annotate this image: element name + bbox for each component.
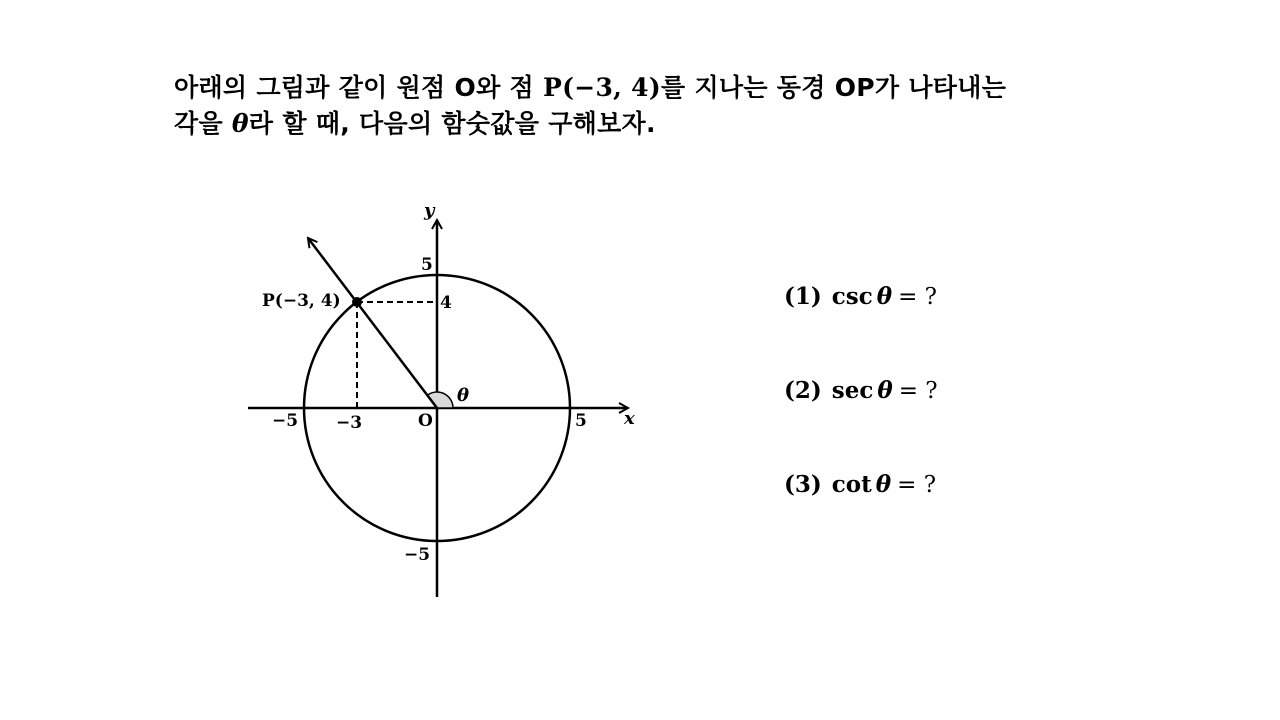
question-3 bbox=[784, 471, 936, 498]
question-number: (1) bbox=[784, 283, 822, 310]
x-axis-label: x bbox=[624, 408, 635, 429]
problem-text-2a: 각을 bbox=[174, 109, 232, 138]
question-rest: = ? bbox=[897, 472, 937, 498]
question-rest: = ? bbox=[898, 284, 938, 310]
theta-symbol: θ bbox=[875, 471, 892, 498]
point-p bbox=[352, 297, 362, 307]
question-function: sec bbox=[831, 377, 874, 404]
question-2 bbox=[784, 377, 938, 404]
origin-label: O bbox=[418, 411, 433, 431]
theta-symbol: θ bbox=[876, 283, 893, 310]
question-1 bbox=[784, 283, 937, 310]
theta-symbol: θ bbox=[231, 109, 249, 138]
question-number: (3) bbox=[784, 471, 822, 498]
question-number: (2) bbox=[784, 377, 822, 404]
terminal-ray bbox=[308, 238, 437, 408]
tick-label-x-5: 5 bbox=[575, 411, 587, 431]
tick-label-y-neg5: −5 bbox=[404, 545, 431, 565]
point-p-label: P(−3, 4) bbox=[262, 291, 341, 311]
problem-text-1a: 아래의 그림과 같이 원점 O와 점 bbox=[174, 73, 543, 102]
theta-symbol: θ bbox=[877, 377, 893, 404]
problem-text-1b: 를 지나는 동경 OP가 나타내는 bbox=[661, 73, 1007, 102]
angle-label: θ bbox=[457, 385, 470, 406]
problem-text-2b: 라 할 때, 다음의 함숫값을 구해보자. bbox=[248, 109, 656, 138]
tick-label-x-neg5: −5 bbox=[272, 411, 299, 431]
tick-label-y-4: 4 bbox=[440, 293, 452, 313]
question-rest: = ? bbox=[898, 378, 938, 404]
question-function: csc bbox=[831, 283, 873, 310]
y-axis-label: y bbox=[424, 200, 435, 221]
question-function: cot bbox=[831, 471, 872, 498]
tick-label-x-neg3: −3 bbox=[336, 413, 363, 433]
point-coordinates: P(−3, 4) bbox=[542, 73, 661, 102]
tick-label-y-5: 5 bbox=[421, 255, 433, 275]
